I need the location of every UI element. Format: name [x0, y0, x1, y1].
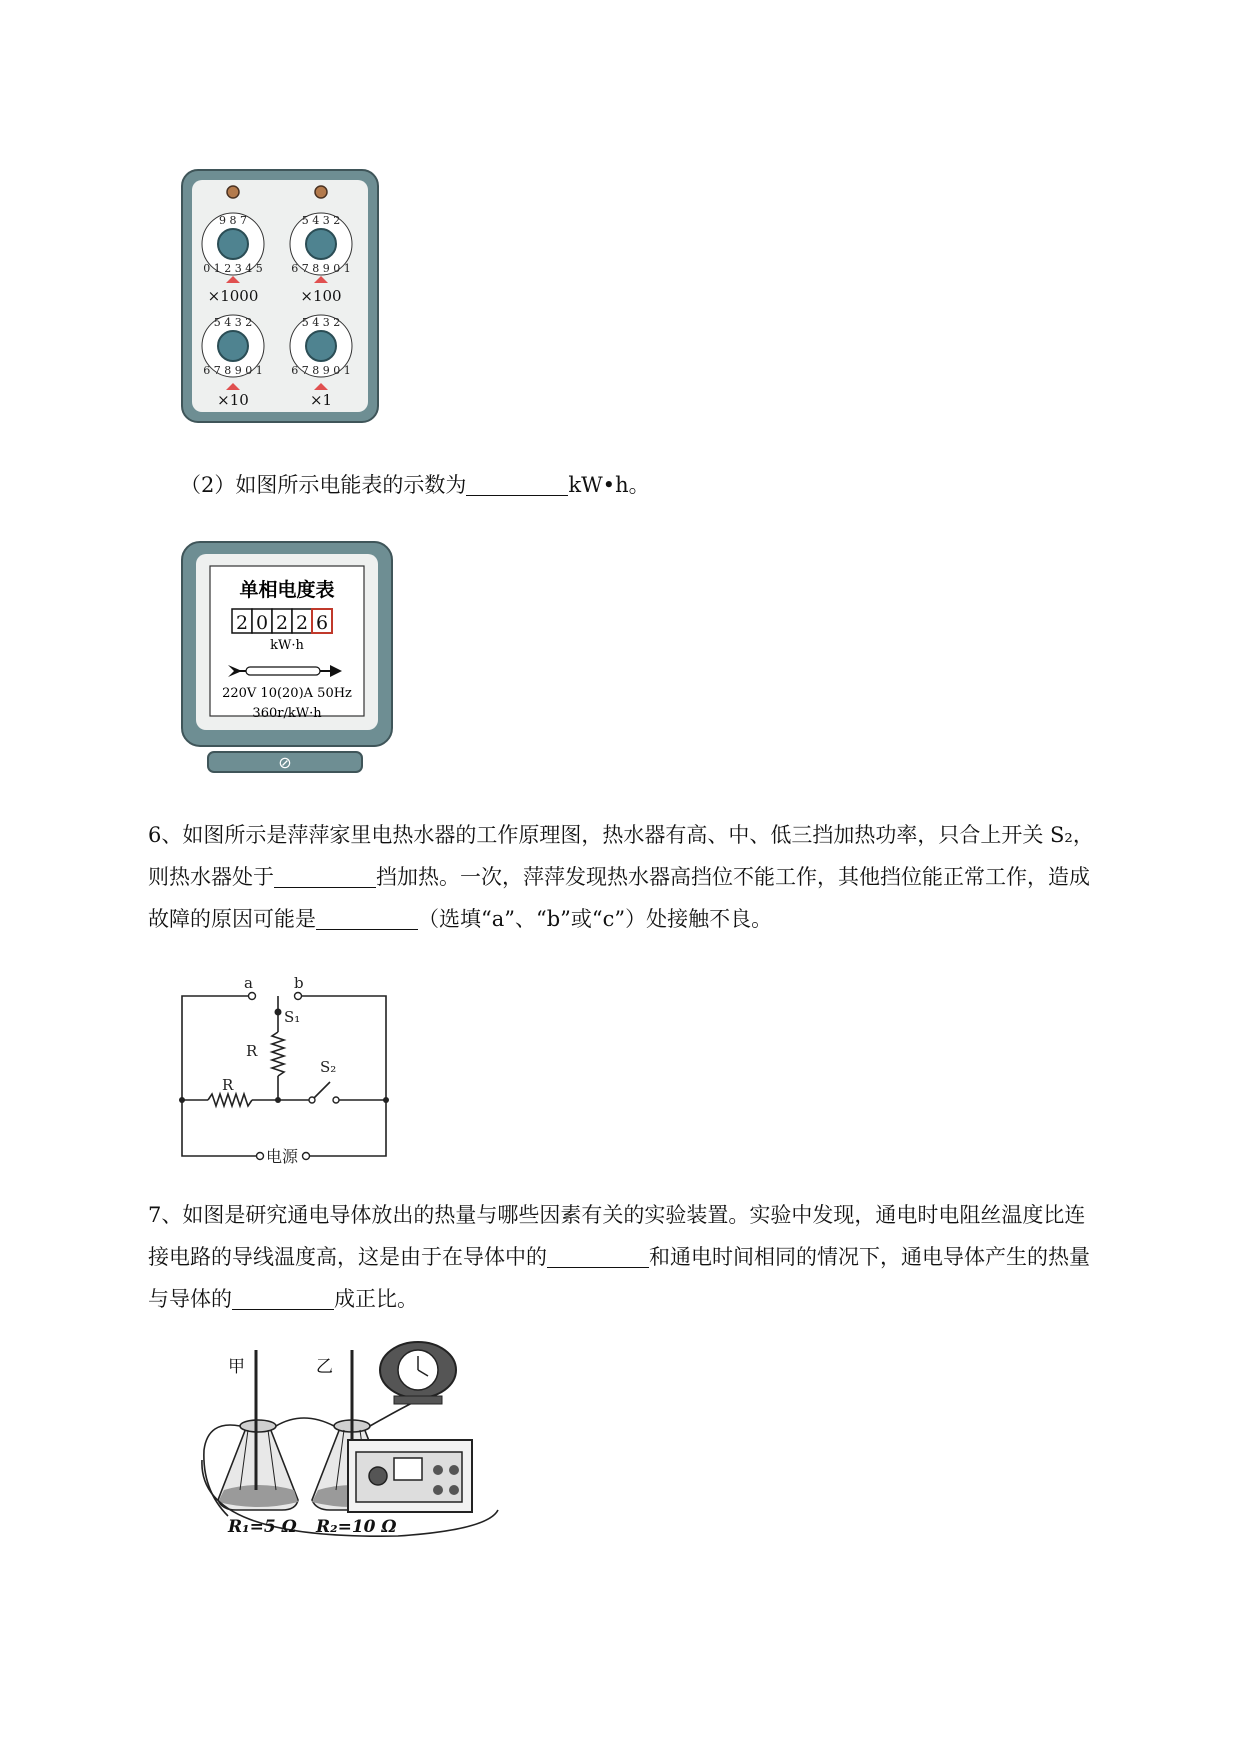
meter-digit-3: 2 [275, 612, 289, 634]
circuit-label-s1: S₁ [284, 1008, 301, 1026]
q7-text [148, 1194, 1148, 1320]
meter-digit-window [232, 609, 332, 634]
dial3-digits-top: 5 4 3 2 [213, 316, 253, 329]
answer-blank-q6-1[interactable] [274, 865, 376, 888]
label-yi: 乙 [316, 1357, 333, 1377]
power-supply [356, 1452, 462, 1502]
dial2-multiplier: ×100 [300, 287, 342, 305]
meter-digit-4: 2 [295, 612, 309, 634]
q6-line3-b: （选填“a”、“b”或“c”）处接触不良。 [418, 907, 773, 931]
q5-part2-unit: kW•h。 [568, 473, 650, 497]
q7-line2-a: 接电路的导线温度高，这是由于在导体中的 [148, 1245, 547, 1269]
circuit-label-r-upper: R [246, 1042, 258, 1060]
dial4-digits-top: 5 4 3 2 [301, 316, 341, 329]
q6-line1: 6、如图所示是萍萍家里电热水器的工作原理图，热水器有高、中、低三挡加热功率，只合上开关 S₂， [148, 823, 1094, 847]
q7-line1: 7、如图是研究通电导体放出的热量与哪些因素有关的实验装置。实验中发现，通电时电阻丝温度比连 [148, 1203, 1086, 1227]
meter-spec-2: 360r/kW·h [252, 706, 322, 721]
circuit-label-s2: S₂ [320, 1058, 337, 1076]
dial4-multiplier: ×1 [309, 391, 333, 409]
dial2-digits-top: 5 4 3 2 [301, 214, 341, 227]
label-r1: R₁=5 Ω [228, 1517, 297, 1537]
answer-blank-q6-2[interactable] [316, 907, 418, 930]
q7-line3-a: 与导体的 [148, 1287, 232, 1311]
q6-line2 [148, 856, 1148, 898]
q7-line2-b: 和通电时间相同的情况下，通电导体产生的热量 [649, 1245, 1090, 1269]
dial4-digits-bottom: 6 7 8 9 0 1 [291, 364, 351, 377]
q6-line3-a: 故障的原因可能是 [148, 907, 316, 931]
joule-heating-apparatus [198, 1340, 532, 1540]
q5-part2-prefix: （2）如图所示电能表的示数为 [180, 473, 467, 497]
q6-line3 [148, 898, 1148, 940]
dial1-multiplier: ×1000 [207, 287, 259, 305]
answer-blank-q7-1[interactable] [547, 1245, 649, 1268]
q7-line3 [148, 1278, 1148, 1320]
resistance-box-figure [180, 168, 380, 426]
meter-screw-icon: ⊘ [278, 753, 292, 772]
circuit-label-a: a [244, 974, 253, 992]
meter-digit-5: 6 [315, 612, 329, 634]
circuit-label-r-lower: R [222, 1076, 234, 1094]
dial3-digits-bottom: 6 7 8 9 0 1 [203, 364, 263, 377]
dial2-digits-bottom: 6 7 8 9 0 1 [291, 262, 351, 275]
meter-title: 单相电度表 [239, 579, 335, 601]
answer-blank-meter[interactable] [466, 473, 568, 496]
meter-unit: kW·h [270, 638, 304, 653]
meter-spec-1: 220V 10(20)A 50Hz [222, 686, 352, 701]
dial3-multiplier: ×10 [217, 391, 249, 409]
circuit-label-b: b [294, 974, 304, 992]
clock-icon [380, 1342, 456, 1404]
q6-line2-b: 挡加热。一次，萍萍发现热水器高挡位不能工作，其他挡位能正常工作，造成 [376, 865, 1090, 889]
meter-digit-1: 2 [235, 612, 249, 634]
q5-part2 [180, 464, 1180, 506]
dial1-digits-bottom: 0 1 2 3 4 5 [203, 262, 263, 275]
label-jia: 甲 [228, 1357, 245, 1377]
q6-line2-a: 则热水器处于 [148, 865, 274, 889]
circuit-diagram [178, 972, 390, 1164]
circuit-label-source: 电源 [266, 1147, 299, 1164]
electric-meter-figure [180, 540, 394, 776]
q6-text [148, 814, 1148, 940]
dial1-digits-top: 9 8 7 [219, 214, 247, 227]
q7-line3-b: 成正比。 [334, 1287, 418, 1311]
answer-blank-q7-2[interactable] [232, 1287, 334, 1310]
meter-digit-2: 0 [255, 612, 269, 634]
q7-line2 [148, 1236, 1148, 1278]
label-r2: R₂=10 Ω [316, 1517, 397, 1537]
